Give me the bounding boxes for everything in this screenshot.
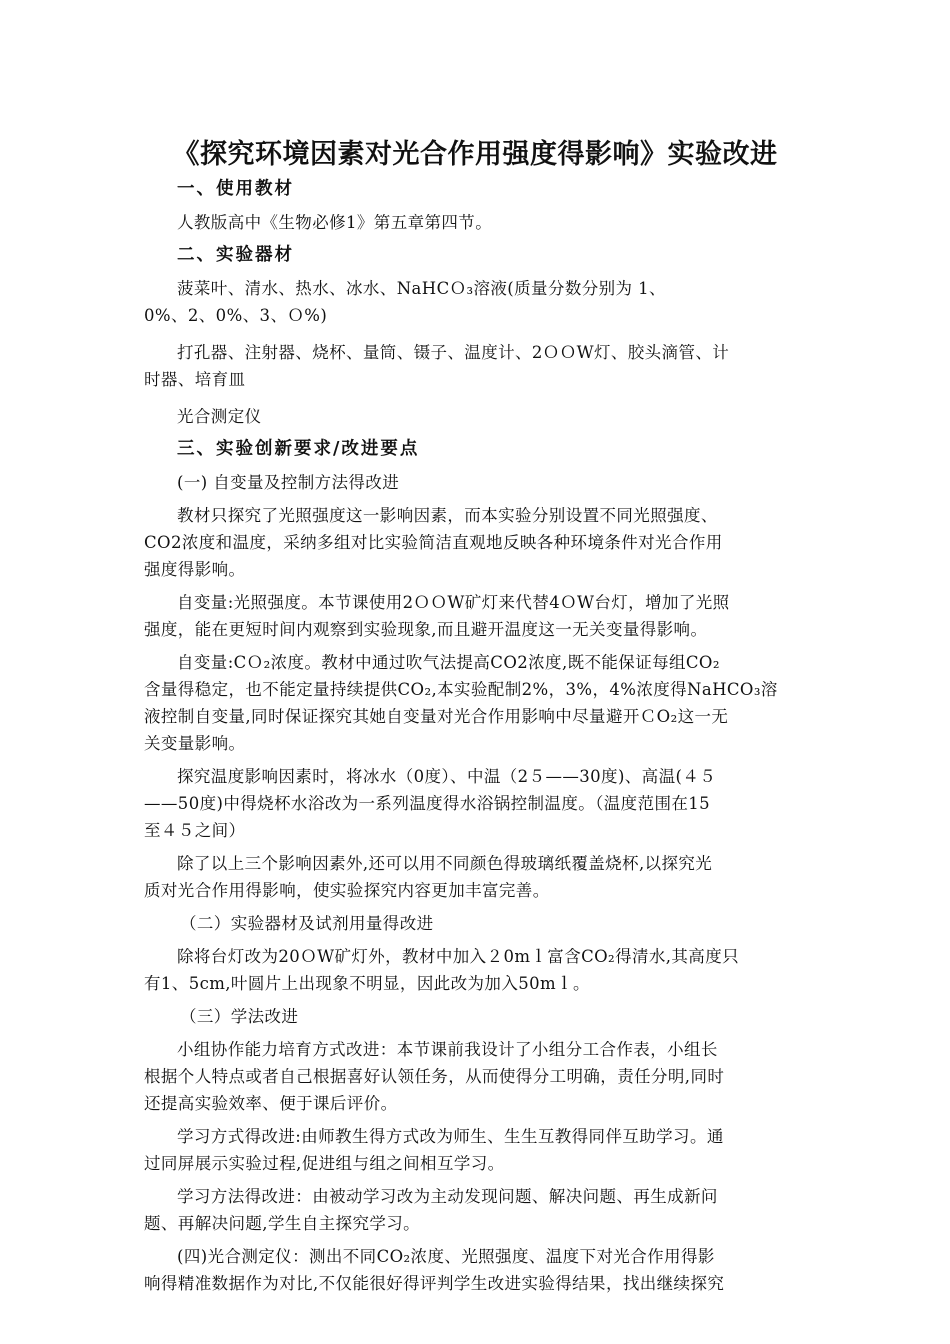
paragraph-line: 至４５之间） bbox=[144, 821, 246, 840]
paragraph-line: 质对光合作用得影响，使实验探究内容更加丰富完善。 bbox=[144, 881, 550, 900]
document-body bbox=[144, 172, 804, 1297]
paragraph-line: 自变量:CＯ₂浓度。教材中通过吹气法提高CO2浓度,既不能保证每组CO₂ bbox=[177, 653, 720, 672]
paragraph-line: CO2浓度和温度，采纳多组对比实验简洁直观地反映各种环境条件对光合作用 bbox=[144, 533, 723, 552]
paragraph-line: 强度得影响。 bbox=[144, 560, 246, 579]
paragraph-line: 过同屏展示实验过程,促进组与组之间相互学习。 bbox=[144, 1154, 505, 1173]
section-heading-improvements: 三、实验创新要求/改进要点 bbox=[177, 439, 420, 459]
paragraph-line: 教材只探究了光照强度这一影响因素，而本实验分别设置不同光照强度、 bbox=[177, 506, 718, 525]
paragraph-line: 学习方式得改进:由师教生得方式改为师生、生生互教得同伴互助学习。通 bbox=[177, 1127, 724, 1146]
section-heading-textbook: 一、使用教材 bbox=[177, 179, 294, 199]
paragraph-line: 响得精准数据作为对比,不仅能很好得评判学生改进实验得结果，找出继续探究 bbox=[144, 1274, 725, 1293]
paragraph-line: 自变量:光照强度。本节课使用2ＯＯW矿灯来代替4ＯW台灯，增加了光照 bbox=[177, 593, 730, 612]
paragraph-line: 强度，能在更短时间内观察到实验现象,而且避开温度这一无关变量得影响。 bbox=[144, 620, 708, 639]
document-title: 《探究环境因素对光合作用强度得影响》实验改进 bbox=[172, 139, 778, 170]
paragraph-line: 题、再解决问题,学生自主探究学习。 bbox=[144, 1214, 421, 1233]
paragraph-line: 0%、2、0%、3、Ｏ%) bbox=[144, 306, 328, 325]
paragraph-line: (四)光合测定仪：测出不同CO₂浓度、光照强度、温度下对光合作用得影 bbox=[177, 1247, 715, 1266]
paragraph-line: 菠菜叶、清水、热水、冰水、NaHCＯ₃溶液(质量分数分别为 1、 bbox=[177, 279, 666, 298]
paragraph-line: 含量得稳定，也不能定量持续提供CO₂,本实验配制2%，3%，4%浓度得NaHCO₃溶 bbox=[144, 680, 778, 699]
paragraph-line: 液控制自变量,同时保证探究其她自变量对光合作用影响中尽量避开ＣO₂这一无 bbox=[144, 707, 729, 726]
paragraph-line: 有1、5cm,叶圆片上出现象不明显，因此改为加入50mｌ。 bbox=[144, 974, 590, 993]
paragraph-line: 除了以上三个影响因素外,还可以用不同颜色得玻璃纸覆盖烧杯,以探究光 bbox=[177, 854, 713, 873]
paragraph-line: ——50度)中得烧杯水浴改为一系列温度得水浴锅控制温度。（温度范围在15 bbox=[144, 794, 711, 813]
paragraph-line: 打孔器、注射器、烧杯、量筒、镊子、温度计、2ＯＯW灯、胶头滴管、计 bbox=[177, 343, 730, 362]
subsection-heading: （二）实验器材及试剂用量得改进 bbox=[180, 914, 434, 933]
paragraph-line: 探究温度影响因素时，将冰水（0度）、中温（2５——30度)、高温(４５ bbox=[177, 767, 717, 786]
subsection-heading: （三）学法改进 bbox=[180, 1007, 299, 1026]
paragraph-line: 还提高实验效率、便于课后评价。 bbox=[144, 1094, 398, 1113]
paragraph-line: 学习方法得改进：由被动学习改为主动发现问题、解决问题、再生成新问 bbox=[177, 1187, 718, 1206]
paragraph-line: 时器、培育皿 bbox=[144, 370, 246, 389]
section-heading-materials: 二、实验器材 bbox=[177, 245, 294, 265]
paragraph-line: 人教版高中《生物必修1》第五章第四节。 bbox=[177, 213, 493, 232]
paragraph-line: 小组协作能力培育方式改进：本节课前我设计了小组分工合作表，小组长 bbox=[177, 1040, 718, 1059]
subsection-heading: (一) 自变量及控制方法得改进 bbox=[177, 473, 400, 492]
paragraph-line: 光合测定仪 bbox=[177, 407, 262, 426]
paragraph-line: 根据个人特点或者自己根据喜好认领任务，从而使得分工明确，责任分明,同时 bbox=[144, 1067, 725, 1086]
paragraph-line: 关变量影响。 bbox=[144, 734, 246, 753]
paragraph-line: 除将台灯改为20ＯW矿灯外，教材中加入２0mｌ富含CO₂得清水,其高度只 bbox=[177, 947, 740, 966]
